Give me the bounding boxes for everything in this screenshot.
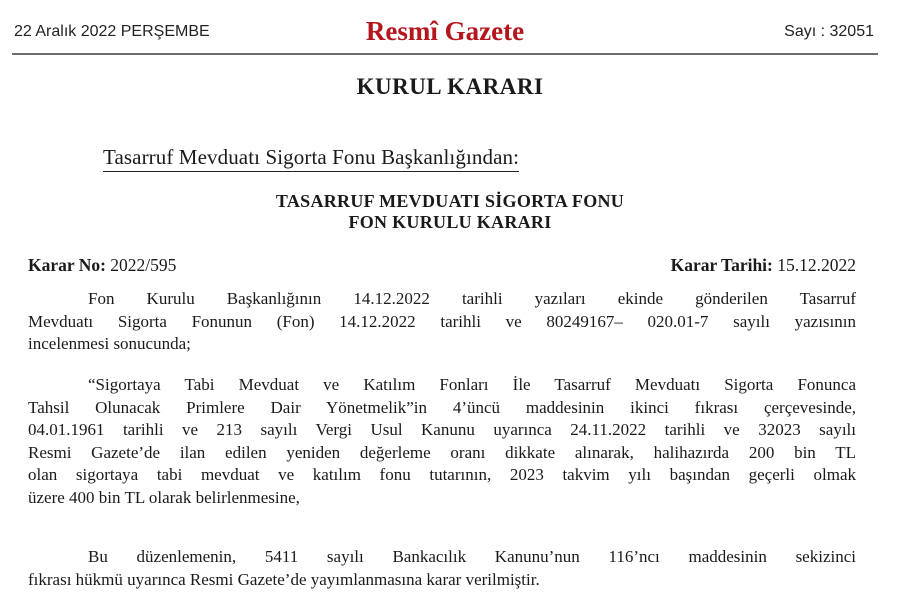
- paragraph-line: 04.01.1961 tarihli ve 213 sayılı Vergi Usul Kanunu uyarınca 24.11.2022 tarihli ve 32023 sayılı: [28, 420, 856, 439]
- paragraph-line: Bu düzenlemenin, 5411 sayılı Bankacılık Kanunu’nun 116’ncı maddesinin sekizinci: [88, 547, 856, 566]
- issuing-institution: Tasarruf Mevduatı Sigorta Fonu Başkanlığından:: [103, 144, 519, 172]
- decision-heading-line1: TASARRUF MEVDUATI SİGORTA FONU: [275, 191, 625, 211]
- paragraph-line: Resmi Gazete’de ilan edilen yeniden değerleme oranı dikkate alınarak, halihazırda 200 bin TL: [28, 442, 856, 462]
- decision-number-label: Karar No:: [28, 255, 106, 275]
- gazette-title: Resmî Gazete: [365, 16, 525, 46]
- decision-number-value: 2022/595: [110, 255, 177, 275]
- paragraph-line: Tahsil Olunacak Primlere Dair Yönetmelik”in 4’üncü maddesinin ikinci fıkrası çerçevesinde,: [28, 397, 856, 417]
- paragraph-line: incelenmesi sonucunda;: [28, 334, 191, 353]
- body-paragraph: [28, 288, 856, 356]
- paragraph-line: Mevduatı Sigorta Fonunun (Fon) 14.12.2022 tarihli ve 80249167– 020.01-7 sayılı yazısının: [28, 311, 856, 331]
- decision-heading: [0, 191, 900, 233]
- decision-number: [28, 255, 176, 275]
- issue-number: Sayı : 32051: [784, 23, 874, 40]
- body-paragraph: [28, 546, 856, 591]
- decision-date: [671, 255, 856, 275]
- decision-date-label: Karar Tarihi:: [670, 255, 773, 275]
- header-divider: [12, 53, 878, 55]
- paragraph-line: olan sigortaya tabi mevduat ve katılım fonu tutarının, 2023 takvim yılı başından geçerli olmak: [28, 465, 856, 484]
- paragraph-line: üzere 400 bin TL olarak belirlenmesine,: [28, 487, 300, 507]
- gazette-header: [12, 14, 878, 54]
- paragraph-line: Fon Kurulu Başkanlığının 14.12.2022 tarihli yazıları ekinde gönderilen Tasarruf: [88, 289, 856, 308]
- body-paragraph: [28, 374, 856, 509]
- paragraph-line: “Sigortaya Tabi Mevduat ve Katılım Fonları İle Tasarruf Mevduatı Sigorta Fonunca: [88, 375, 856, 394]
- decision-heading-line2: FON KURULU KARARI: [348, 212, 552, 232]
- publication-date: 22 Aralık 2022 PERŞEMBE: [14, 23, 210, 40]
- paragraph-line: fıkrası hükmü uyarınca Resmi Gazete’de yayımlanmasına karar verilmiştir.: [28, 569, 540, 589]
- decision-date-value: 15.12.2022: [777, 255, 856, 275]
- section-title: KURUL KARARI: [356, 74, 544, 99]
